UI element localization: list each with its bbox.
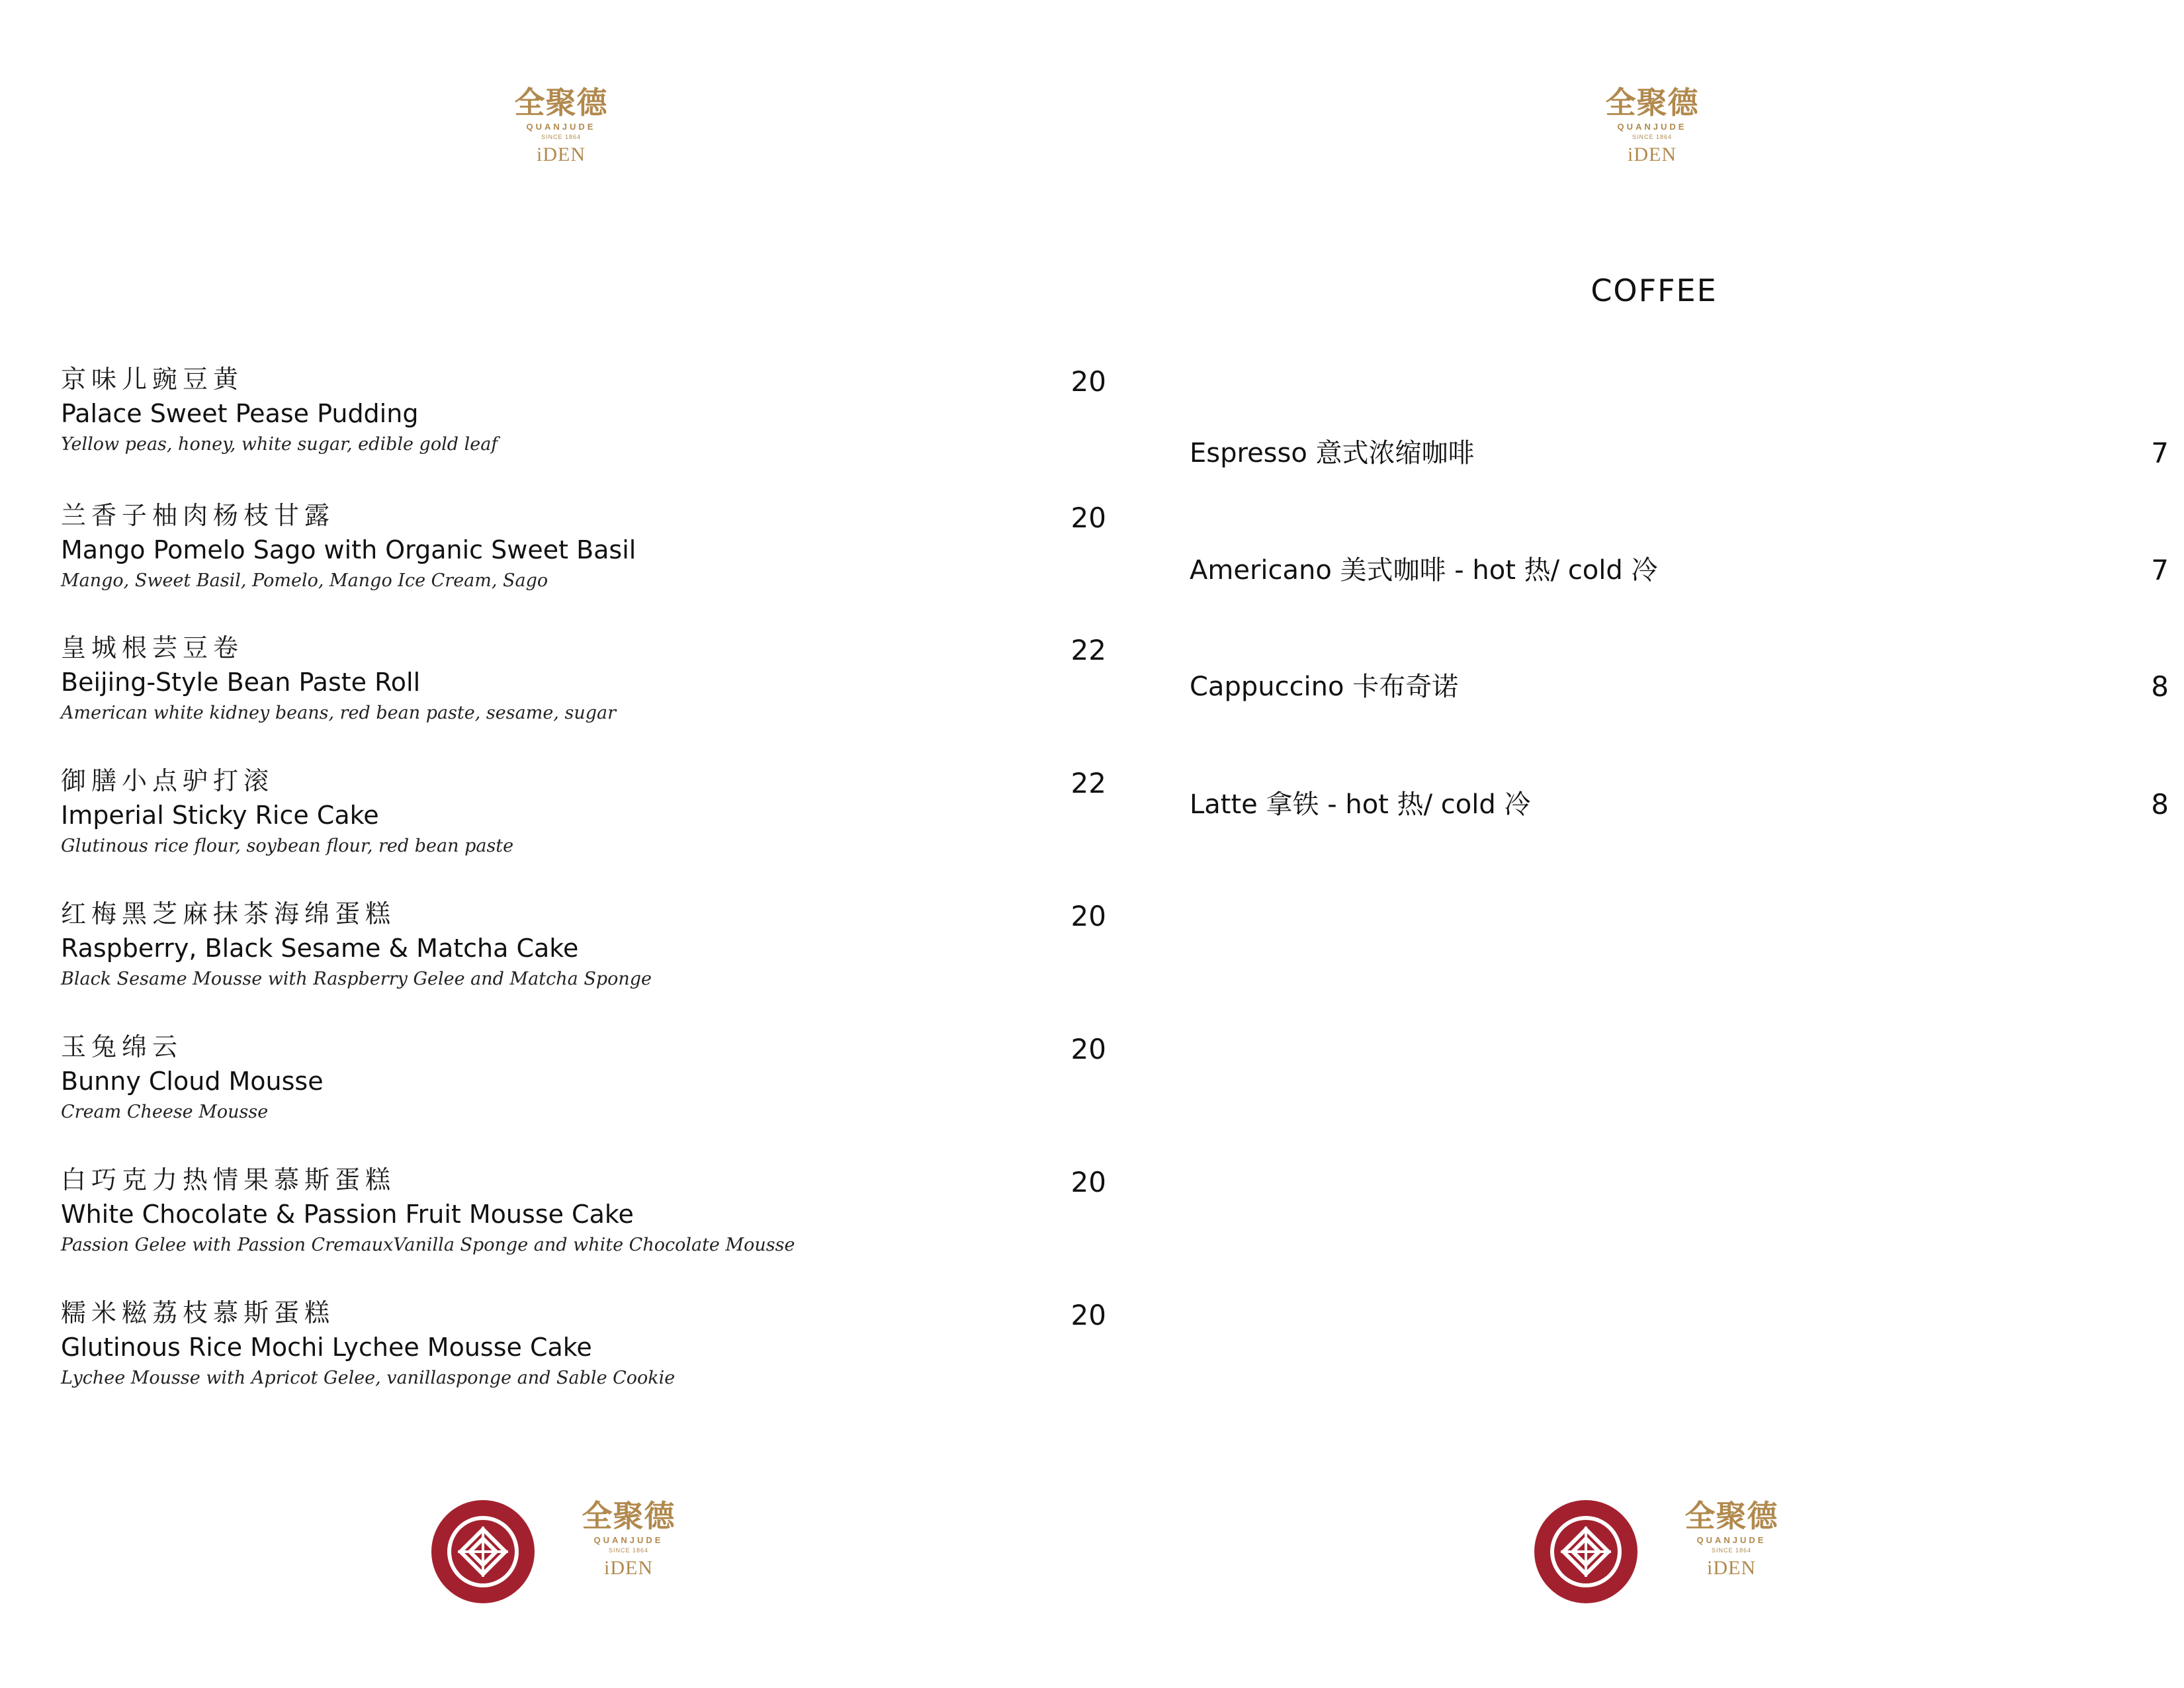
brand-since: SINCE 1864 (541, 134, 582, 140)
coffee-item (1190, 551, 2169, 590)
item-description: Glutinous rice flour, soybean flour, red bean paste (61, 836, 514, 856)
item-name-en: Raspberry, Black Sesame & Matcha Cake (61, 934, 579, 963)
item-description: Passion Gelee with Passion CremauxVanilla Sponge and white Chocolate Mousse (61, 1235, 795, 1255)
coffee-item (1190, 785, 2169, 824)
item-name-en: Mango Pomelo Sago with Organic Sweet Basil (61, 535, 636, 564)
coffee-price: 8 (2151, 788, 2169, 821)
item-name-cn: 糯米糍荔枝慕斯蛋糕 (61, 1298, 335, 1327)
menu-item (61, 764, 1106, 860)
brand-sub: iDEN (1707, 1557, 1756, 1579)
item-description: Yellow peas, honey, white sugar, edible gold leaf (61, 434, 498, 455)
heritage-seal-icon (1533, 1499, 1639, 1605)
item-name-cn: 京味儿豌豆黄 (61, 365, 244, 394)
brand-since: SINCE 1864 (1711, 1547, 1752, 1554)
coffee-name: Americano 美式咖啡 - hot 热/ cold 冷 (1190, 555, 1658, 586)
item-name-cn: 红梅黑芝麻抹茶海绵蛋糕 (61, 899, 396, 928)
item-name-cn: 玉兔绵云 (61, 1032, 183, 1061)
footer-brand-logo (1682, 1497, 1781, 1581)
item-price: 20 (1070, 1033, 1106, 1065)
brand-name-cn: 全聚德 (1684, 1498, 1778, 1534)
footer-brand-logo (579, 1497, 678, 1581)
item-name-cn: 皇城根芸豆卷 (61, 633, 244, 662)
item-price: 22 (1070, 767, 1106, 799)
item-description: Cream Cheese Mousse (61, 1102, 269, 1122)
brand-since: SINCE 1864 (608, 1547, 649, 1554)
coffee-name: Espresso 意式浓缩咖啡 (1190, 438, 1475, 468)
brand-name-cn: 全聚德 (582, 1498, 676, 1534)
brand-logo (1602, 83, 1702, 168)
brand-name-en: QUANJUDE (1617, 122, 1687, 132)
item-name-en: Glutinous Rice Mochi Lychee Mousse Cake (61, 1333, 592, 1362)
coffee-name: Cappuccino 卡布奇诺 (1190, 672, 1459, 702)
coffee-name: Latte 拿铁 - hot 热/ cold 冷 (1190, 789, 1531, 820)
menu-item (61, 1163, 1106, 1259)
right-page (1092, 0, 2184, 1688)
item-name-en: Bunny Cloud Mousse (61, 1067, 324, 1096)
item-description: Black Sesame Mousse with Raspberry Gelee and Matcha Sponge (61, 969, 652, 989)
brand-name-en: QUANJUDE (1696, 1535, 1767, 1545)
menu-item (61, 1030, 1106, 1126)
item-name-cn: 白巧克力热情果慕斯蛋糕 (61, 1165, 396, 1194)
coffee-price: 7 (2151, 554, 2169, 586)
brand-logo (511, 83, 611, 168)
brand-sub: iDEN (604, 1557, 653, 1579)
heritage-seal-icon (430, 1499, 536, 1605)
item-name-en: White Chocolate & Passion Fruit Mousse Cake (61, 1200, 634, 1229)
item-name-en: Beijing-Style Bean Paste Roll (61, 668, 421, 697)
menu-item (61, 1296, 1106, 1392)
brand-name-cn: 全聚德 (1605, 85, 1699, 120)
item-price: 20 (1070, 1166, 1106, 1198)
coffee-item (1190, 433, 2169, 473)
coffee-price: 7 (2151, 437, 2169, 469)
coffee-price: 8 (2151, 670, 2169, 703)
item-price: 20 (1070, 365, 1106, 398)
brand-name-en: QUANJUDE (526, 122, 596, 132)
brand-name-en: QUANJUDE (593, 1535, 664, 1545)
menu-item (61, 499, 1106, 594)
item-price: 20 (1070, 1299, 1106, 1331)
item-description: Mango, Sweet Basil, Pomelo, Mango Ice Cream, Sago (61, 570, 548, 591)
section-title: COFFEE (1591, 273, 1718, 308)
item-name-en: Palace Sweet Pease Pudding (61, 399, 419, 428)
item-name-cn: 御膳小点驴打滚 (61, 766, 275, 795)
item-price: 20 (1070, 900, 1106, 932)
menu-item (61, 631, 1106, 727)
item-price: 22 (1070, 634, 1106, 666)
coffee-item (1190, 667, 2169, 707)
menu-item (61, 897, 1106, 993)
menu-item (61, 363, 1106, 458)
item-name-en: Imperial Sticky Rice Cake (61, 801, 379, 830)
brand-since: SINCE 1864 (1632, 134, 1673, 140)
item-price: 20 (1070, 502, 1106, 534)
brand-sub: iDEN (537, 144, 586, 165)
item-description: American white kidney beans, red bean paste, sesame, sugar (61, 703, 616, 723)
item-description: Lychee Mousse with Apricot Gelee, vanillasponge and Sable Cookie (61, 1368, 676, 1388)
brand-sub: iDEN (1628, 144, 1677, 165)
brand-name-cn: 全聚德 (514, 85, 608, 120)
item-name-cn: 兰香子柚肉杨枝甘露 (61, 501, 335, 530)
